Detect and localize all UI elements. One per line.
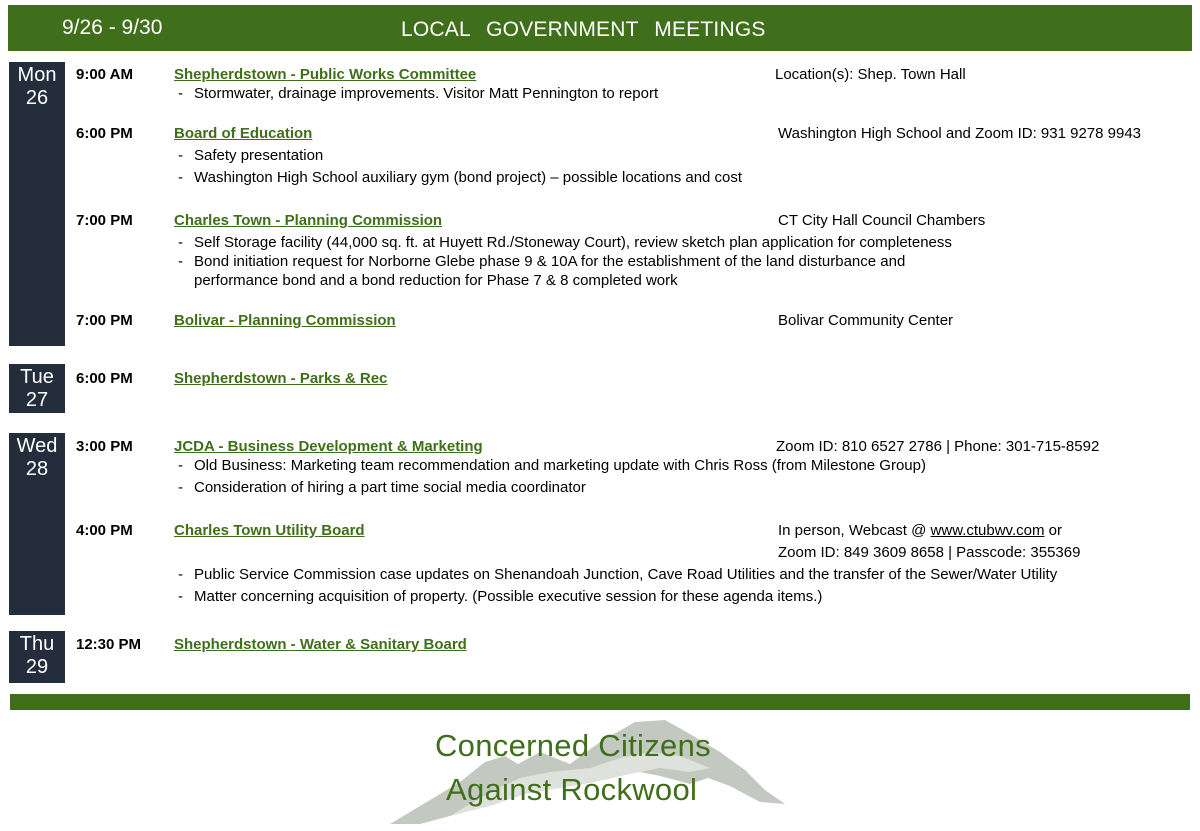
agenda-item	[178, 566, 1057, 583]
day-block-wed	[9, 433, 65, 615]
meeting-time: 4:00 PM	[76, 522, 133, 539]
meeting-location: Zoom ID: 810 6527 2786 | Phone: 301-715-8592	[776, 438, 1100, 455]
meeting-location: CT City Hall Council Chambers	[778, 212, 986, 229]
meeting-location	[778, 522, 1062, 539]
meeting-title-link[interactable]: Charles Town Utility Board	[174, 522, 365, 539]
meeting-title-link[interactable]: JCDA - Business Development & Marketing	[174, 438, 483, 455]
meeting-title-link[interactable]: Shepherdstown - Water & Sanitary Board	[174, 636, 467, 653]
bullet-dash: -	[178, 588, 183, 605]
meeting-time: 7:00 PM	[76, 312, 133, 329]
meeting-location: Bolivar Community Center	[778, 312, 954, 329]
day-name: Wed	[16, 435, 58, 457]
agenda-item-text: Washington High School auxiliary gym (bond project) – possible locations and cost	[194, 169, 743, 186]
agenda-item-continuation: performance bond and a bond reduction for Phase 7 & 8 completed work	[194, 272, 678, 289]
day-block-thu	[9, 631, 65, 683]
meeting-location-line2: Zoom ID: 849 3609 8658 | Passcode: 355369	[778, 544, 1081, 561]
agenda-item-text: Safety presentation	[194, 147, 324, 164]
page-title: LOCAL GOVERNMENT MEETINGS	[401, 18, 766, 41]
agenda-item-text: Stormwater, drainage improvements. Visitor Matt Pennington to report	[194, 85, 659, 102]
agenda-item	[178, 169, 742, 186]
header-banner	[8, 5, 1192, 51]
agenda-item	[178, 253, 905, 270]
day-block-tue	[9, 364, 65, 413]
meeting-title-link[interactable]: Board of Education	[174, 125, 313, 142]
agenda-item-text: Old Business: Marketing team recommendation and marketing update with Chris Ross (from Milestone Group)	[194, 457, 926, 474]
meeting-time: 6:00 PM	[76, 370, 133, 387]
day-name: Mon	[17, 64, 57, 86]
organization-logo	[390, 712, 790, 827]
meeting-title-link[interactable]: Shepherdstown - Public Works Committee	[174, 66, 477, 83]
bullet-dash: -	[178, 234, 183, 251]
meeting-title-link[interactable]: Bolivar - Planning Commission	[174, 312, 396, 329]
day-date: 27	[25, 389, 49, 411]
bullet-dash: -	[178, 253, 183, 270]
meeting-title-link[interactable]: Charles Town - Planning Commission	[174, 212, 443, 229]
agenda-item-text: Public Service Commission case updates on Shenandoah Junction, Cave Road Utilities and the transfer of the Sewer/Water Utility	[194, 566, 1058, 583]
agenda-item	[178, 479, 586, 496]
agenda-item-text: Consideration of hiring a part time social media coordinator	[194, 479, 586, 496]
day-date: 26	[25, 87, 49, 109]
day-date: 28	[25, 458, 49, 480]
bullet-dash: -	[178, 457, 183, 474]
meeting-time: 9:00 AM	[76, 66, 133, 83]
date-range: 9/26 - 9/30	[62, 16, 163, 39]
meeting-time: 12:30 PM	[76, 636, 142, 653]
day-name: Tue	[20, 366, 54, 388]
location-suffix: or	[1044, 522, 1062, 539]
meeting-time: 3:00 PM	[76, 438, 133, 455]
bullet-dash: -	[178, 566, 183, 583]
agenda-item-text: Bond initiation request for Norborne Glebe phase 9 & 10A for the establishment of the land disturbance and	[194, 253, 906, 270]
bullet-dash: -	[178, 479, 183, 496]
agenda-item-text: Self Storage facility (44,000 sq. ft. at Huyett Rd./Stoneway Court), review sketch plan application for completeness	[194, 234, 952, 251]
footer-bar	[10, 694, 1190, 710]
logo-text-line1: Concerned Citizens	[435, 728, 711, 763]
day-block-mon	[9, 62, 65, 346]
meeting-title-link[interactable]: Shepherdstown - Parks & Rec	[174, 370, 388, 387]
location-prefix: In person, Webcast @	[778, 522, 931, 539]
agenda-item	[178, 234, 952, 251]
meeting-location: Location(s): Shep. Town Hall	[775, 66, 966, 83]
webcast-link[interactable]: www.ctubwv.com	[930, 522, 1045, 539]
day-name: Thu	[19, 633, 55, 655]
agenda-item-text: Matter concerning acquisition of property. (Possible executive session for these agenda items.)	[194, 588, 823, 605]
bullet-dash: -	[178, 147, 183, 164]
agenda-item	[178, 85, 658, 102]
meeting-time: 7:00 PM	[76, 212, 133, 229]
day-date: 29	[25, 656, 49, 678]
agenda-item	[178, 147, 323, 164]
agenda-item	[178, 588, 822, 605]
bullet-dash: -	[178, 85, 183, 102]
meeting-time: 6:00 PM	[76, 125, 133, 142]
bullet-dash: -	[178, 169, 183, 186]
logo-text-line2: Against Rockwool	[446, 772, 698, 807]
meeting-location: Washington High School and Zoom ID: 931 9278 9943	[778, 125, 1142, 142]
agenda-item	[178, 457, 926, 474]
